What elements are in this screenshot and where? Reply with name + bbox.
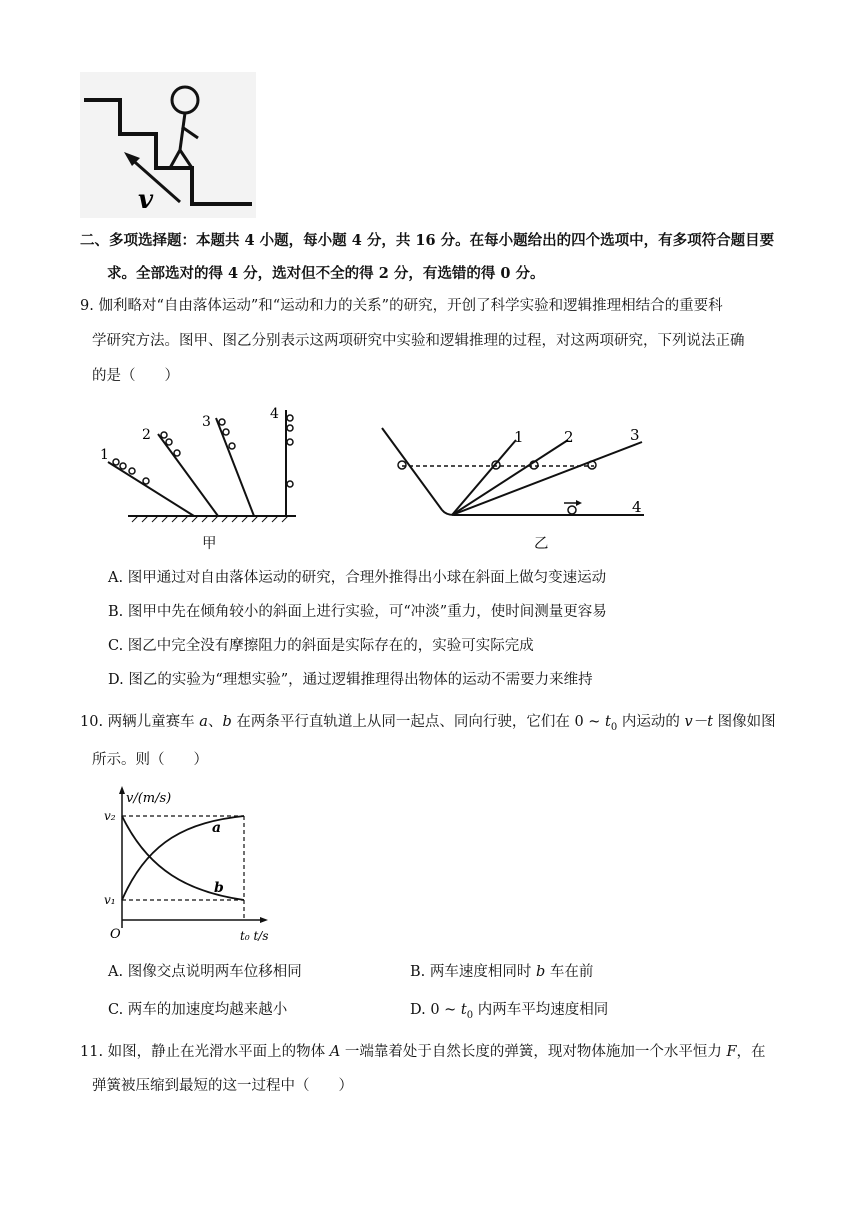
q11-line1: 11. 如图，静止在光滑水平面上的物体 A 一端靠着处于自然长度的弹簧，现对物体施加一个水平恒力 F，在	[80, 1044, 766, 1060]
section-header-line1: 二、多项选择题：本题共 4 小题，每小题 4 分，共 16 分。在每小题给出的四个选项中，有多项符合题目要	[80, 232, 775, 249]
jia-label-2: 2	[142, 427, 151, 443]
velocity-label: v	[138, 185, 154, 215]
vt-ylabel: v/(m/s)	[126, 791, 172, 806]
vt-curve-b-label: b	[214, 880, 224, 896]
section-header-line2: 求。全部选对的得 4 分，选对但不全的得 2 分，有选错的得 0 分。	[107, 265, 545, 282]
figure-jia	[96, 404, 306, 524]
q10-option-b: B. 两车速度相同时 b 车在前	[410, 964, 594, 980]
figure-jia-caption: 甲	[202, 536, 217, 552]
q10-line2: 所示。则（ ）	[92, 752, 208, 768]
vt-xlabel: t₀ t/s	[240, 929, 269, 943]
vt-graph	[98, 780, 280, 944]
figure-yi	[376, 424, 666, 524]
yi-label-2: 2	[564, 428, 574, 446]
q9-line2: 学研究方法。图甲、图乙分别表示这两项研究中实验和逻辑推理的过程，对这两项研究，下列说法正确	[92, 333, 745, 349]
figure-yi-caption: 乙	[534, 536, 549, 552]
q10-option-c: C. 两车的加速度均越来越小	[108, 1002, 288, 1018]
q9-line1: 9. 伽利略对“自由落体运动”和“运动和力的关系”的研究，开创了科学实验和逻辑推理相结合的重要科	[80, 298, 723, 314]
vt-origin-label: O	[110, 927, 121, 942]
stairs-figure	[80, 72, 256, 218]
q9-option-c: C. 图乙中完全没有摩擦阻力的斜面是实际存在的，实验可实际完成	[108, 638, 534, 654]
q10-option-d: D. 0 ~ $t_0$ 内两车平均速度相同	[410, 1002, 609, 1021]
jia-label-1: 1	[100, 447, 109, 463]
q10-option-a: A. 图像交点说明两车位移相同	[108, 964, 302, 980]
q10-line1: 10. 两辆儿童赛车 a、b 在两条平行直轨道上从同一起点、同向行驶，它们在 0 ~ $t_0$ 内运动的 v－t 图像如图	[80, 714, 776, 733]
q9-option-a: A. 图甲通过对自由落体运动的研究，合理外推得出小球在斜面上做匀变速运动	[108, 570, 607, 586]
yi-label-4: 4	[632, 498, 642, 516]
q9-option-d: D. 图乙的实验为“理想实验”，通过逻辑推理得出物体的运动不需要力来维持	[108, 672, 593, 688]
vt-v1-label: v₁	[104, 893, 116, 907]
q11-line2: 弹簧被压缩到最短的这一过程中（ ）	[92, 1078, 353, 1094]
jia-label-3: 3	[202, 414, 211, 430]
yi-label-1: 1	[514, 428, 524, 446]
q9-option-b: B. 图甲中先在倾角较小的斜面上进行实验，可“冲淡”重力，使时间测量更容易	[108, 604, 607, 620]
yi-label-3: 3	[630, 426, 640, 444]
q9-line3: 的是（ ）	[92, 368, 179, 384]
jia-label-4: 4	[270, 406, 279, 422]
vt-v2-label: v₂	[104, 809, 116, 823]
vt-curve-a-label: a	[212, 820, 222, 836]
